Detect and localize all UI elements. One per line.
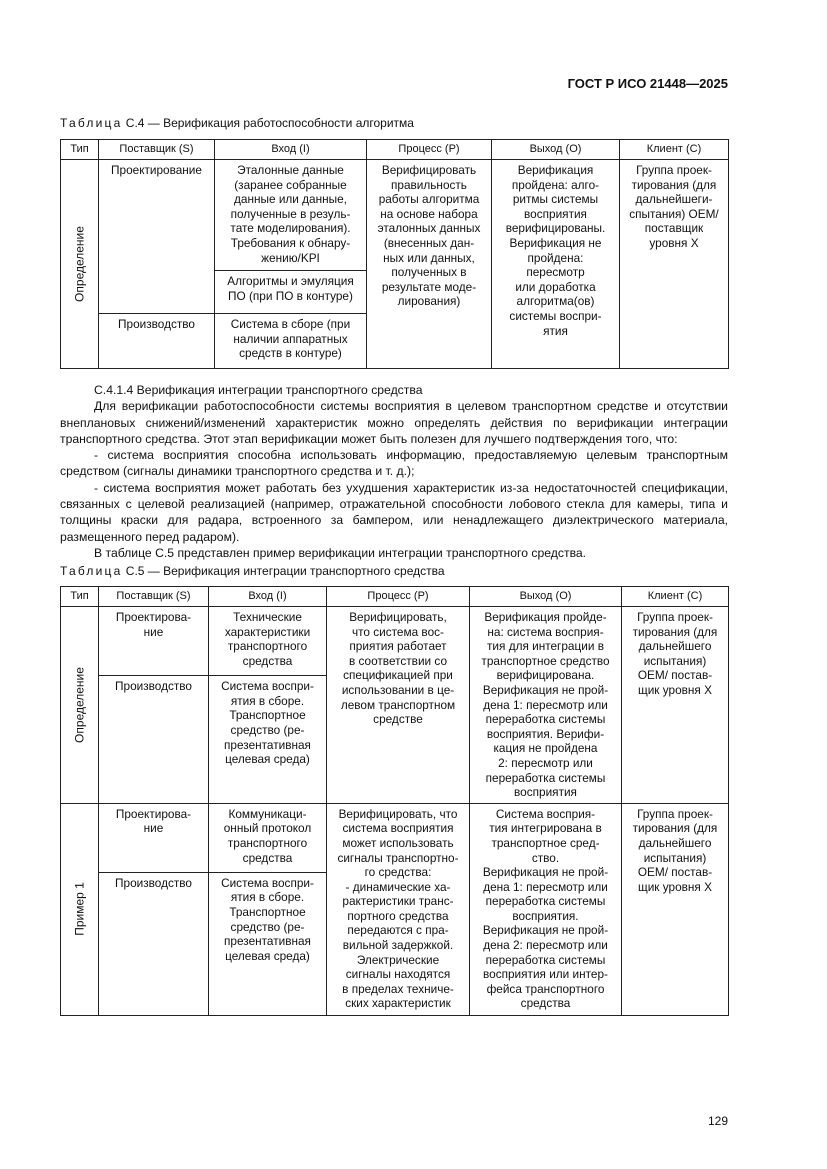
column-header-type: Тип [61,587,99,607]
output-cell: Система восприя- тия интегрирована в транспортное сред- ство. Верификация не прой- дена 1: пересмотр или переработка системы восприятия. Верификация не прой- дена 2: пересмотр или переработка системы восприятия или интер- фейса транспортного средства [470,803,622,1015]
type-cell [61,803,99,1015]
table-c5-title-prefix: Таблица [60,564,123,578]
type-cell [61,607,99,804]
column-header-supplier: Поставщик (S) [99,587,209,607]
table-c5 [60,586,729,1016]
supplier-cell: Проектирова- ние [99,607,209,676]
column-header-type: Тип [61,140,99,160]
input-cell: Алгоритмы и эмуляция ПО (при ПО в контуре) [215,271,367,314]
process-cell: Верифицировать правильность работы алгоритма на основе набора эталонных данных (внесенных дан- ных или данных, полученных в результате моде- лирования) [367,160,492,369]
output-cell: Верификация пройдена: алго- ритмы системы восприятия верифицированы. Верификация не пройдена: пересмотр или доработка алгоритма(ов) системы воспри- ятия [492,160,620,369]
output-cell: Верификация пройде- на: система восприя- тия для интеграции в транспортное средство верифицирована. Верификация не прой- дена 1: пересмотр или переработка системы восприятия. Верифи- кация не пройдена 2: пересмотр или переработка системы восприятия [470,607,622,804]
table-c4-header-row [61,140,729,160]
column-header-supplier: Поставщик (S) [99,140,215,160]
process-cell: Верифицировать, что система восприятия может использовать сигналы транспортно- го средства: - динамические ха- рактеристики транс- портного средства передаются с пра- вильной задержкой. Электрические сигналы находятся в пределах техниче- ских характеристик [327,803,470,1015]
column-header-process: Процесс (Р) [367,140,492,160]
supplier-cell: Производство [99,314,215,369]
type-label: Определение [72,226,87,302]
input-cell: Система воспри- ятия в сборе. Транспортное средство (ре- презентативная целевая среда) [209,676,327,803]
bullet-item: - система восприятия может работать без ухудшения характеристик из-за недостаточностей спецификации, связанных с целевой реализацией (например, отражательной способности лобового стекла для камеры, типа и толщины краски для радара, встроенного за бампером, или ненадлежащего диэлектрического материала, размещенного перед радаром). [60,480,728,544]
input-cell: Система в сборе (при наличии аппаратных средств в контуре) [215,314,367,369]
process-cell: Верифицировать, что система вос- приятия работает в соответствии со спецификацией при использовании в це- левом транспортном средстве [327,607,470,804]
section-text [60,382,728,561]
table-c4-title [60,116,414,130]
input-cell: Технические характеристики транспортного средства [209,607,327,676]
type-cell [61,160,99,369]
column-header-client: Клиент (С) [620,140,729,160]
column-header-input: Вход (I) [209,587,327,607]
page-number: 129 [707,1114,728,1128]
table-c4 [60,139,729,369]
paragraph: В таблице С.5 представлен пример верификации интеграции транспортного средства. [94,545,587,560]
input-cell: Система воспри- ятия в сборе. Транспортное средство (ре- презентативная целевая среда) [209,872,327,1015]
column-header-input: Вход (I) [215,140,367,160]
table-c5-title-text: С.5 — Верификация интеграции транспортного средства [122,564,445,578]
column-header-output: Выход (О) [470,587,622,607]
client-cell: Группа проек- тирования (для дальнейшеги- спытания) OEM/ поставщик уровня X [620,160,729,369]
bullet-item: - система восприятия способна использовать информацию, предоставляемую целевым транспортным средством (сигналы динамики транспортного средства и т. д.); [60,448,728,479]
table-c5-header-row [61,587,729,607]
paragraph: Для верификации работоспособности системы восприятия в целевом транспортном средстве и отсутствии внеплановых снижений/изменений характеристик можно определять действия по верификации интеграции транспортного средства. Этот этап верификации может быть полезен для лучшего подтверждения того, что: [60,399,728,446]
type-label: Пример 1 [72,882,87,937]
table-row [61,160,729,271]
supplier-cell: Производство [99,872,209,1015]
supplier-cell: Проектирова- ние [99,803,209,872]
column-header-output: Выход (О) [492,140,620,160]
client-cell: Группа проек- тирования (для дальнейшего испытания) OEM/ постав- щик уровня X [622,607,729,804]
table-row [61,607,729,676]
type-label: Определение [72,666,87,743]
table-row [61,803,729,872]
supplier-cell: Проектирование [99,160,215,314]
input-cell: Эталонные данные (заранее собранные данные или данные, полученные в резуль- тате моделирования). Требования к обнару- жению/KPI [215,160,367,271]
document-id: ГОСТ Р ИСО 21448—2025 [567,76,728,91]
supplier-cell: Производство [99,676,209,803]
table-c4-title-text: С.4 — Верификация работоспособности алгоритма [122,116,414,130]
section-heading: С.4.1.4 Верификация интеграции транспортного средства [94,383,423,397]
column-header-client: Клиент (С) [622,587,729,607]
client-cell: Группа проек- тирования (для дальнейшего испытания) OEM/ постав- щик уровня X [622,803,729,1015]
column-header-process: Процесс (Р) [327,587,470,607]
table-c4-title-prefix: Таблица [60,116,123,130]
input-cell: Коммуникаци- онный протокол транспортного средства [209,803,327,872]
table-c5-title [60,564,445,578]
